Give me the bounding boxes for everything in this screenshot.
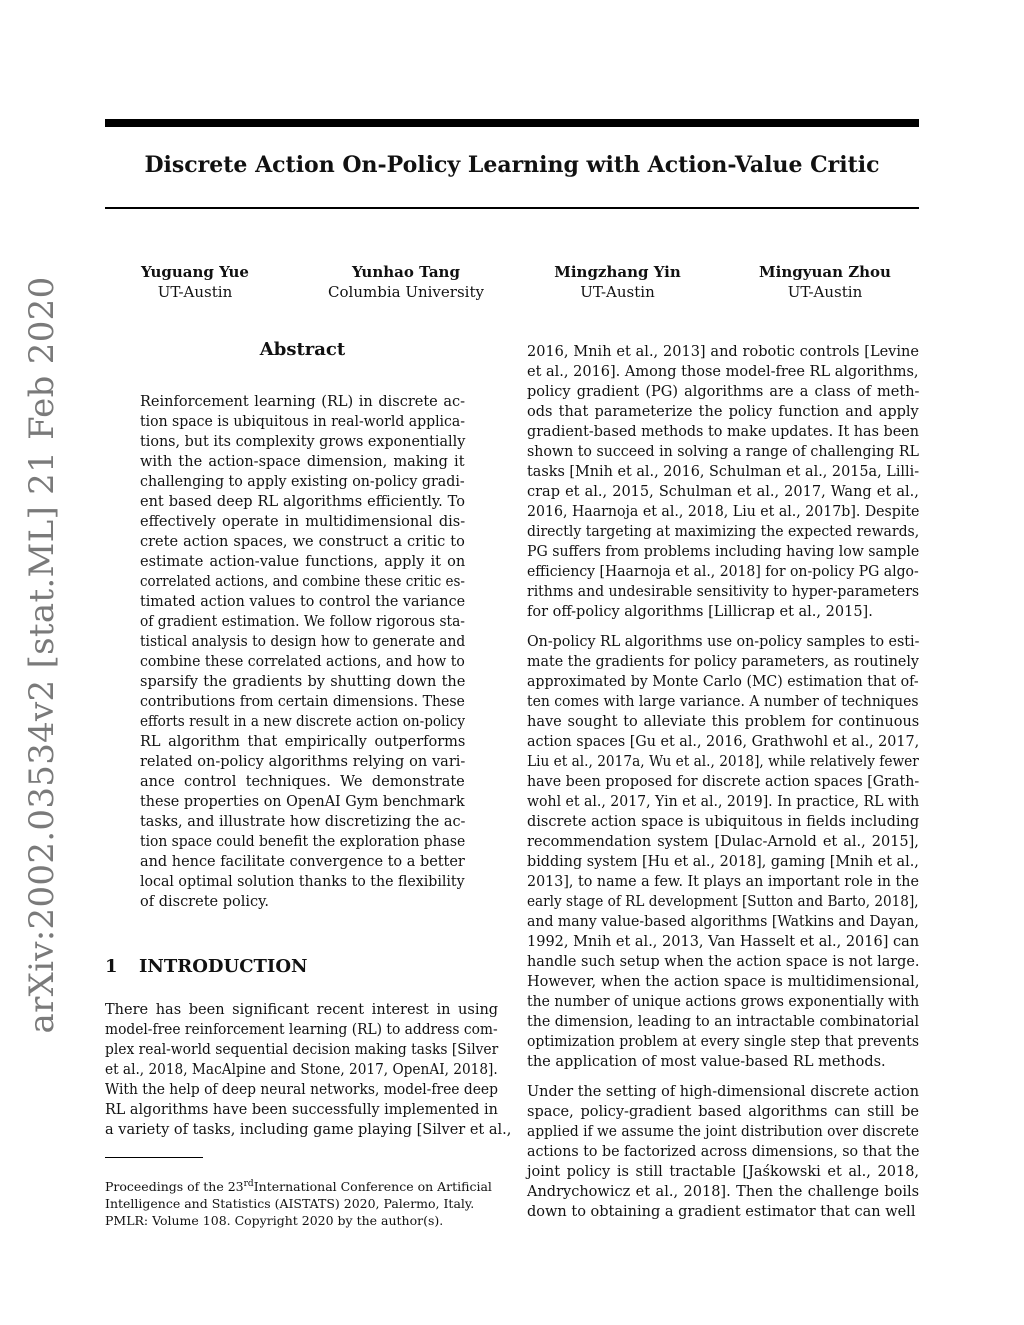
abstract-heading: Abstract [259, 339, 346, 360]
text-line: 2016, Mnih et al., 2013] and robotic controls [Levine [527, 344, 919, 360]
text-line: On-policy RL algorithms use on-policy samples to esti- [527, 634, 920, 650]
text-line: However, when the action space is multidimensional, [527, 974, 920, 990]
text-line: early stage of RL development [Sutton and Barto, 2018], [527, 894, 919, 910]
text-line: tistical analysis to design how to generate and [140, 634, 466, 650]
text-line: ten comes with large variance. A number of techniques [527, 694, 919, 710]
text-line: a variety of tasks, including game playing [Silver et al., [105, 1122, 512, 1138]
author-name: Mingyuan Zhou [759, 263, 891, 281]
text-line: correlated actions, and combine these critic es- [140, 574, 465, 590]
author-block [725, 262, 925, 302]
text-line: space, policy-gradient based algorithms can still be [527, 1104, 919, 1120]
text-line: sparsify the gradients by shutting down the [140, 674, 466, 690]
intro-paragraph-3 [527, 1082, 919, 1222]
text-line: ods that parameterize the policy function and apply [527, 404, 919, 420]
text-line: handle such setup when the action space is not large. [527, 954, 920, 970]
author-block [520, 262, 715, 302]
footnote-line: PMLR: Volume 108. Copyright 2020 by the author(s). [105, 1213, 444, 1228]
text-line: local optimal solution thanks to the flexibility [140, 874, 465, 890]
abstract-body [140, 392, 465, 912]
text-line: Under the setting of high-dimensional discrete action [527, 1084, 919, 1100]
text-line: efforts result in a new discrete action on-policy [140, 714, 466, 730]
text-line: bidding system [Hu et al., 2018], gaming [Mnih et al., [527, 854, 919, 870]
text-line: and hence facilitate convergence to a better [140, 854, 465, 870]
text-line: and many value-based algorithms [Watkins and Dayan, [527, 914, 919, 930]
text-line: wohl et al., 2017, Yin et al., 2019]. In practice, RL with [527, 794, 920, 810]
text-line: There has been significant recent interest in using [105, 1002, 499, 1018]
text-line: for off-policy algorithms [Lillicrap et al., 2015]. [527, 604, 873, 620]
text-line: action spaces [Gu et al., 2016, Grathwohl et al., 2017, [527, 734, 920, 750]
text-line: with the action-space dimension, making it [140, 454, 465, 470]
text-line: tion space is ubiquitous in real-world applica- [140, 414, 465, 430]
author-name: Yunhao Tang [352, 263, 460, 281]
text-line: contributions from certain dimensions. These [140, 694, 465, 710]
author-affiliation: UT-Austin [787, 283, 863, 301]
text-line: the dimension, leading to an intractable combinatorial [527, 1014, 920, 1030]
text-line: Reinforcement learning (RL) in discrete ac- [140, 394, 466, 410]
text-line: the number of unique actions grows exponentially with [527, 994, 920, 1010]
text-line: the application of most value-based RL methods. [527, 1054, 886, 1070]
footnote-line: Proceedings of the 23rdInternational Conference on Artificial [105, 1178, 492, 1194]
text-line: approximated by Monte Carlo (MC) estimation that of- [527, 674, 919, 690]
paper-title: Discrete Action On-Policy Learning with Action-Value Critic [144, 152, 880, 178]
arxiv-id: arXiv:2002.03534v2 [stat.ML] 21 Feb 2020 [22, 276, 62, 1034]
author-affiliation: UT-Austin [157, 283, 233, 301]
author-block [100, 262, 290, 302]
text-line: challenging to apply existing on-policy gradi- [140, 474, 465, 490]
text-line: of discrete policy. [140, 894, 269, 910]
footnote [105, 1178, 498, 1229]
author-affiliation: UT-Austin [580, 283, 655, 301]
text-line: PG suffers from problems including having low sample [527, 544, 920, 560]
text-line: effectively operate in multidimensional dis- [140, 514, 466, 530]
text-line: optimization problem at every single step that prevents [527, 1034, 919, 1050]
section-heading-introduction [105, 955, 308, 979]
text-line: directly targeting at maximizing the expected rewards, [527, 524, 920, 540]
title-rule-bottom [105, 207, 919, 209]
text-line: combine these correlated actions, and how to [140, 654, 465, 670]
footnote-line: Intelligence and Statistics (AISTATS) 2020, Palermo, Italy. [105, 1196, 475, 1211]
text-line: gradient-based methods to make updates. It has been [527, 424, 919, 440]
section-title: INTRODUCTION [139, 956, 308, 977]
title-rule-top [105, 119, 919, 127]
text-line: have sought to alleviate this problem for continuous [527, 714, 920, 730]
text-line: ance control techniques. We demonstrate [140, 774, 465, 790]
intro-paragraph-1 [105, 1000, 512, 1140]
text-line: rithms and undesirable sensitivity to hyper-parameters [527, 584, 920, 600]
text-line: model-free reinforcement learning (RL) to address com- [105, 1022, 498, 1038]
author-name: Yuguang Yue [141, 263, 249, 281]
text-line: ent based deep RL algorithms efficiently. To [140, 494, 465, 510]
text-line: these properties on OpenAI Gym benchmark [140, 794, 465, 810]
text-line: et al., 2016]. Among those model-free RL algorithms, [527, 364, 919, 380]
text-line: Liu et al., 2017a, Wu et al., 2018], while relatively fewer [527, 754, 919, 770]
text-line: RL algorithm that empirically outperforms [140, 734, 466, 750]
text-line: crap et al., 2015, Schulman et al., 2017, Wang et al., [527, 484, 919, 500]
text-line: tions, but its complexity grows exponentially [140, 434, 466, 450]
text-line: down to obtaining a gradient estimator that can well [527, 1204, 916, 1220]
text-line: actions to be factorized across dimensions, so that the [527, 1144, 920, 1160]
author-block [300, 262, 512, 302]
section-number: 1 [105, 956, 118, 977]
text-line: Andrychowicz et al., 2018]. Then the challenge boils [527, 1184, 920, 1200]
text-line: With the help of deep neural networks, model-free deep [105, 1082, 498, 1098]
text-line: plex real-world sequential decision making tasks [Silver [105, 1042, 499, 1058]
text-line: crete action spaces, we construct a critic to [140, 534, 465, 550]
text-line: have been proposed for discrete action spaces [Grath- [527, 774, 920, 790]
text-line: tasks, and illustrate how discretizing the ac- [140, 814, 466, 830]
intro-paragraph-1-continued [527, 342, 919, 622]
text-line: discrete action space is ubiquitous in fields including [527, 814, 920, 830]
text-line: et al., 2018, MacAlpine and Stone, 2017, OpenAI, 2018]. [105, 1062, 498, 1078]
text-line: efficiency [Haarnoja et al., 2018] for on-policy PG algo- [527, 564, 919, 580]
author-affiliation: Columbia University [328, 283, 484, 301]
text-line: recommendation system [Dulac-Arnold et al., 2015], [527, 834, 919, 850]
text-line: related on-policy algorithms relying on vari- [140, 754, 466, 770]
text-line: policy gradient (PG) algorithms are a class of meth- [527, 384, 920, 400]
intro-paragraph-2 [527, 632, 919, 1072]
text-line: 2016, Haarnoja et al., 2018, Liu et al., 2017b]. Despite [527, 504, 920, 520]
text-line: mate the gradients for policy parameters, as routinely [527, 654, 919, 670]
text-line: 2013], to name a few. It plays an important role in the [527, 874, 919, 890]
author-name: Mingzhang Yin [554, 263, 681, 281]
text-line: of gradient estimation. We follow rigorous sta- [140, 614, 465, 630]
text-line: tion space could benefit the exploration phase [140, 834, 466, 850]
text-line: 1992, Mnih et al., 2013, Van Hasselt et al., 2016] can [527, 934, 920, 950]
text-line: shown to succeed in solving a range of challenging RL [527, 444, 919, 460]
footnote-rule [105, 1157, 203, 1158]
text-line: tasks [Mnih et al., 2016, Schulman et al., 2015a, Lilli- [527, 464, 920, 480]
text-line: timated action values to control the variance [140, 594, 466, 610]
text-line: RL algorithms have been successfully implemented in [105, 1102, 498, 1118]
text-line: joint policy is still tractable [Jaśkowski et al., 2018, [527, 1164, 920, 1180]
text-line: estimate action-value functions, apply it on [140, 554, 466, 570]
text-line: applied if we assume the joint distribution over discrete [527, 1124, 919, 1140]
